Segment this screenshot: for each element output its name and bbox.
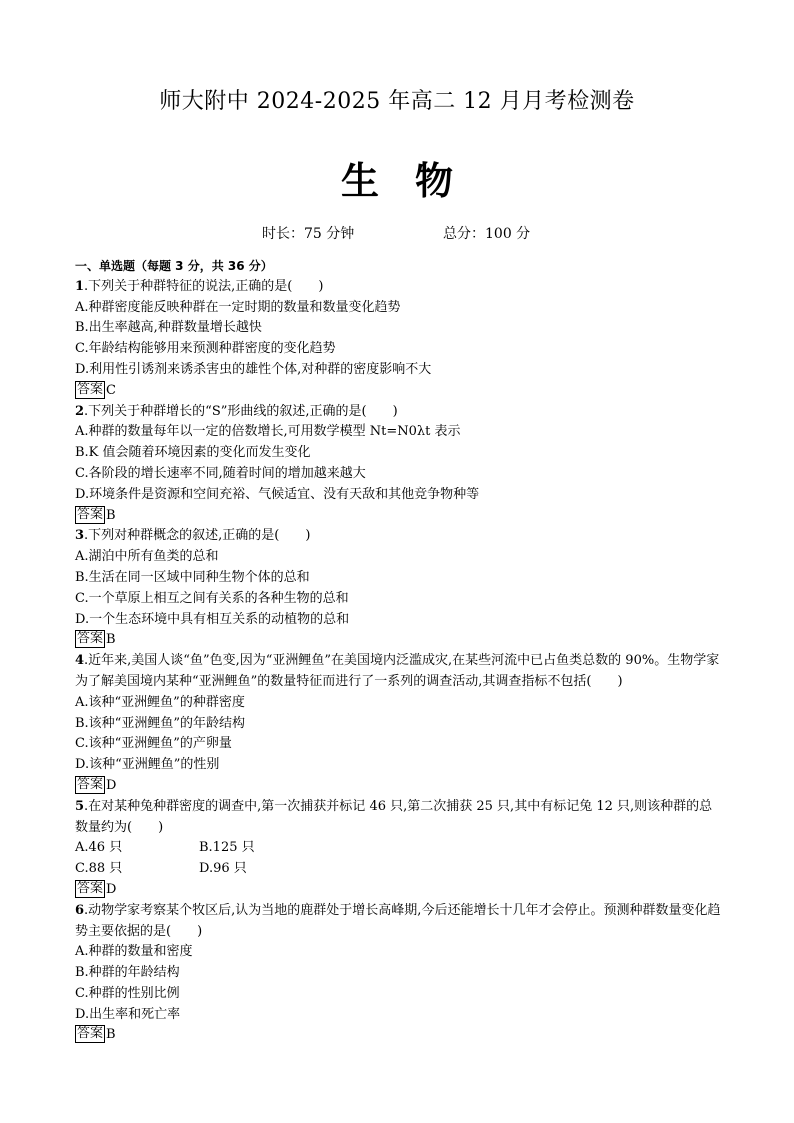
answer-label: 答案 <box>77 880 104 896</box>
answer-line <box>75 506 725 527</box>
option-d: D.一个生态环境中具有相互关系的动植物的总和 <box>75 611 350 627</box>
options-row <box>75 838 725 859</box>
option-d: D.该种“亚洲鲤鱼”的性别 <box>75 757 220 773</box>
exam-duration: 时长：75 分钟 <box>262 226 355 242</box>
question-number: 3 <box>75 528 85 544</box>
question-stem: 4.近年来,美国人谈“鱼”色变,因为“亚洲鲤鱼”在美国境内泛滥成灾,在某些河流中已占鱼类总数的 90%。生物学家为了解美国境内某种“亚洲鲤鱼”的数量特征而进行了一系列的调查活动,其调查指标不包括( ) <box>75 653 720 689</box>
question-5 <box>75 797 725 901</box>
answer-value: D <box>106 777 117 793</box>
answer-line <box>75 880 725 901</box>
question-4 <box>75 651 725 797</box>
question-2 <box>75 402 725 527</box>
answer-line <box>75 1025 725 1046</box>
option-c: C.各阶段的增长速率不同,随着时间的增加越来越大 <box>75 465 366 481</box>
option-c: C.种群的性别比例 <box>75 985 180 1001</box>
answer-line <box>75 776 725 797</box>
option-b: B.生活在同一区域中同种生物个体的总和 <box>75 569 310 585</box>
option-d: D.出生率和死亡率 <box>75 1006 181 1022</box>
question-stem: 3.下列对种群概念的叙述,正确的是( ) <box>75 528 311 544</box>
option-d: D.96 只 <box>199 861 247 877</box>
option-b: B.该种“亚洲鲤鱼”的年龄结构 <box>75 715 245 731</box>
question-stem: 1.下列关于种群特征的说法,正确的是( ) <box>75 278 324 294</box>
question-1 <box>75 277 725 402</box>
answer-label: 答案 <box>77 381 104 397</box>
exam-total-score: 总分：100 分 <box>443 226 531 242</box>
question-stem: 6.动物学家考察某个牧区后,认为当地的鹿群处于增长高峰期,今后还能增长十几年才会停止。预测种群数量变化趋势主要依据的是( ) <box>75 902 721 939</box>
option-b: B.种群的年龄结构 <box>75 965 180 981</box>
option-a: A.种群的数量每年以一定的倍数增长,可用数学模型 Nt=N0λt 表示 <box>75 424 461 440</box>
answer-label: 答案 <box>77 506 104 522</box>
question-number: 6 <box>75 902 85 918</box>
answer-label: 答案 <box>77 776 104 792</box>
answer-value: C <box>106 382 116 398</box>
option-c: C.88 只 <box>75 861 123 877</box>
answer-value: B <box>106 632 116 648</box>
answer-value: B <box>106 507 116 523</box>
question-number: 2 <box>75 403 85 419</box>
option-c: C.年龄结构能够用来预测种群密度的变化趋势 <box>75 341 336 357</box>
question-number: 4 <box>75 653 85 669</box>
answer-label: 答案 <box>77 631 104 647</box>
subject-heading: 生物 <box>340 159 489 203</box>
answer-value: B <box>106 1027 116 1043</box>
question-stem: 5.在对某种兔种群密度的调查中,第一次捕获并标记 46 只,第二次捕获 25 只,其中有标记兔 12 只,则该种群的总数量约为( ) <box>75 798 713 835</box>
question-number: 5 <box>75 798 85 814</box>
question-number: 1 <box>75 278 85 294</box>
option-a: A.该种“亚洲鲤鱼”的种群密度 <box>75 694 245 710</box>
option-a: A.46 只 <box>75 840 123 856</box>
question-6 <box>75 901 725 1047</box>
answer-line <box>75 381 725 402</box>
option-b: B.出生率越高,种群数量增长越快 <box>75 320 262 336</box>
question-3 <box>75 526 725 651</box>
answer-label: 答案 <box>77 1026 104 1042</box>
exam-title: 师大附中 2024-2025 年高二 12 月月考检测卷 <box>159 89 635 114</box>
option-d: D.环境条件是资源和空间充裕、气候适宜、没有天敌和其他竞争物种等 <box>75 486 480 502</box>
option-b: B.K 值会随着环境因素的变化而发生变化 <box>75 445 311 461</box>
options-row <box>75 859 725 880</box>
option-a: A.种群的数量和密度 <box>75 944 193 960</box>
answer-line <box>75 630 725 651</box>
option-a: A.种群密度能反映种群在一定时期的数量和数量变化趋势 <box>75 299 401 315</box>
option-d: D.利用性引诱剂来诱杀害虫的雄性个体,对种群的密度影响不大 <box>75 361 432 377</box>
question-list <box>75 256 725 1046</box>
option-c: C.一个草原上相互之间有关系的各种生物的总和 <box>75 590 349 606</box>
option-b: B.125 只 <box>199 840 255 856</box>
answer-value: D <box>106 881 117 897</box>
option-c: C.该种“亚洲鲤鱼”的产卵量 <box>75 736 232 752</box>
section-title: 一、单选题（每题 3 分，共 36 分） <box>75 259 273 273</box>
option-a: A.湖泊中所有鱼类的总和 <box>75 549 219 565</box>
question-stem: 2.下列关于种群增长的“S”形曲线的叙述,正确的是( ) <box>75 403 398 419</box>
